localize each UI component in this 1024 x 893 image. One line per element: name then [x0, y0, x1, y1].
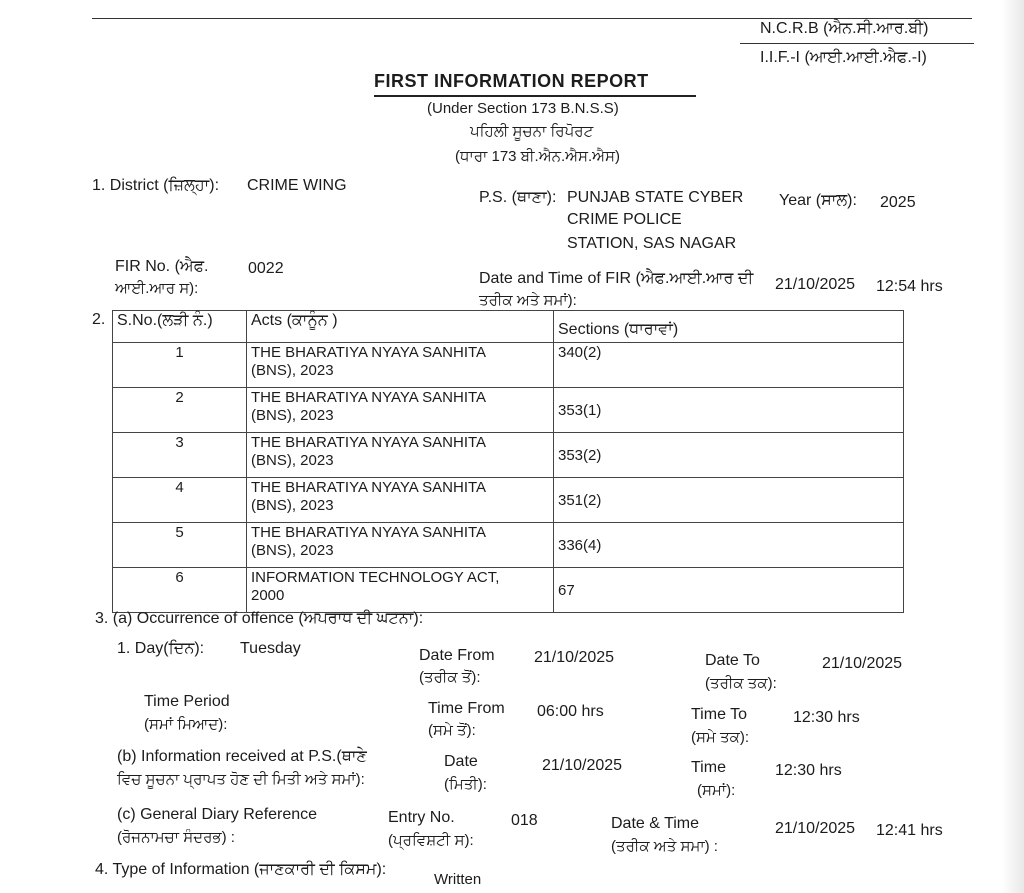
punjabi-section: (ਧਾਰਾ 173 ਬੀ.ਐਨ.ਐਸ.ਐਸ): [455, 148, 620, 165]
gd-datetime-label-line2: (ਤਰੀਕ ਅਤੇ ਸਮਾ) :: [611, 838, 718, 855]
info-type-value: Written: [434, 871, 482, 888]
row-section: 67: [554, 568, 904, 613]
row-act: [247, 388, 554, 433]
row-act: [247, 478, 554, 523]
time-from-label-line2: (ਸਮੇ ਤੋਂ):: [428, 722, 476, 739]
row-section: 340(2): [554, 343, 904, 388]
punjabi-title: ਪਹਿਲੀ ਸੂਚਨਾ ਰਿਪੋਰਟ: [470, 123, 594, 140]
date-from-label-line1: Date From: [419, 647, 495, 664]
year-label: Year (ਸਾਲ):: [779, 192, 857, 209]
header-sno: S.No.(ਲੜੀ ਨੰ.): [113, 311, 247, 343]
ps-label: P.S. (ਥਾਣਾ):: [479, 189, 557, 206]
act-line1: THE BHARATIYA NYAYA SANHITA: [251, 434, 487, 451]
row-section: 353(1): [554, 388, 904, 433]
table-row: [113, 523, 904, 568]
date-from-value: 21/10/2025: [534, 649, 615, 666]
header-sections: Sections (ਧਾਰਾਵਾਂ): [554, 311, 904, 343]
page-edge-shadow: [1002, 0, 1024, 893]
row-section: 351(2): [554, 478, 904, 523]
date-to-label-line1: Date To: [705, 652, 760, 669]
ps-value-line3: STATION, SAS NAGAR: [567, 235, 737, 252]
act-line1: THE BHARATIYA NYAYA SANHITA: [251, 479, 487, 496]
time-from-label-line1: Time From: [428, 700, 505, 717]
gd-label-line2: (ਰੋਜਨਾਮਚਾ ਸੰਦਰਭ) :: [117, 829, 235, 846]
fir-datetime-label-line2: ਤਰੀਕ ਅਤੇ ਸਮਾਂ):: [479, 292, 577, 309]
fir-date-value: 21/10/2025: [775, 276, 856, 293]
act-line1: THE BHARATIYA NYAYA SANHITA: [251, 524, 487, 541]
row-section: 353(2): [554, 433, 904, 478]
entry-label-line1: Entry No.: [388, 809, 455, 826]
row-sno: 6: [113, 568, 247, 613]
time-to-label-line1: Time To: [691, 706, 748, 723]
header-rule: [740, 43, 974, 44]
act-line2: (BNS), 2023: [251, 452, 334, 469]
row-act: [247, 433, 554, 478]
row-sno: 4: [113, 478, 247, 523]
day-label: 1. Day(ਦਿਨ):: [117, 640, 205, 657]
info-date-label-line1: Date: [444, 753, 478, 770]
district-label: 1. District (ਜ਼ਿਲ੍ਹਾ):: [92, 177, 220, 194]
fir-time-value: 12:54 hrs: [876, 278, 943, 295]
row-sno: 2: [113, 388, 247, 433]
info-date-label-line2: (ਮਿਤੀ):: [444, 776, 487, 793]
table-row: [113, 478, 904, 523]
title-underline: [374, 95, 696, 97]
fir-no-label-line2: ਆਈ.ਆਰ ਸ):: [115, 280, 199, 297]
date-to-value: 21/10/2025: [822, 655, 903, 672]
table-row: [113, 343, 904, 388]
row-sno: 5: [113, 523, 247, 568]
act-line2: (BNS), 2023: [251, 497, 334, 514]
table-header-row: [113, 311, 904, 343]
act-line2: (BNS), 2023: [251, 362, 334, 379]
act-line2: 2000: [251, 587, 285, 604]
entry-label-line2: (ਪ੍ਰਵਿਸ਼ਟੀ ਸ):: [388, 832, 474, 849]
time-period-label-line1: Time Period: [144, 693, 230, 710]
row-sno: 3: [113, 433, 247, 478]
date-from-label-line2: (ਤਰੀਕ ਤੋਂ):: [419, 669, 481, 686]
act-line2: (BNS), 2023: [251, 542, 334, 559]
act-line1: INFORMATION TECHNOLOGY ACT,: [251, 569, 500, 586]
top-rule: [92, 18, 972, 19]
ps-value-line2: CRIME POLICE: [567, 211, 682, 228]
row-sno: 1: [113, 343, 247, 388]
table-row: [113, 388, 904, 433]
time-period-label-line2: (ਸਮਾਂ ਮਿਆਦ):: [144, 716, 228, 733]
info-time-value: 12:30 hrs: [775, 762, 842, 779]
act-line1: THE BHARATIYA NYAYA SANHITA: [251, 389, 487, 406]
acts-sections-table: [112, 310, 904, 613]
act-line1: THE BHARATIYA NYAYA SANHITA: [251, 344, 487, 361]
header-acts: Acts (ਕਾਨੂੰਨ ): [247, 311, 554, 343]
gd-datetime-label-line1: Date & Time: [611, 815, 700, 832]
section2-number: 2.: [92, 311, 106, 328]
row-section: 336(4): [554, 523, 904, 568]
entry-value: 018: [511, 812, 538, 829]
row-act: [247, 523, 554, 568]
info-received-label-line2: ਵਿਚ ਸੂਚਨਾ ਪ੍ਰਾਪਤ ਹੋਣ ਦੀ ਮਿਤੀ ਅਤੇ ਸਮਾਂ):: [117, 771, 365, 788]
fir-datetime-label-line1: Date and Time of FIR (ਐਫ.ਆਈ.ਆਰ ਦੀ: [479, 270, 754, 287]
fir-no-value: 0022: [248, 260, 284, 277]
year-value: 2025: [880, 194, 916, 211]
time-from-value: 06:00 hrs: [537, 703, 604, 720]
ps-value-line1: PUNJAB STATE CYBER: [567, 189, 744, 206]
gd-date-value: 21/10/2025: [775, 820, 856, 837]
district-value: CRIME WING: [247, 177, 347, 194]
gd-label-line1: (c) General Diary Reference: [117, 806, 318, 823]
info-date-value: 21/10/2025: [542, 757, 623, 774]
ncrb-code: N.C.R.B (ਐਨ.ਸੀ.ਆਰ.ਬੀ): [760, 20, 929, 37]
date-to-label-line2: (ਤਰੀਕ ਤਕ):: [705, 675, 777, 692]
iif-code: I.I.F.-I (ਆਈ.ਆਈ.ਐਫ.-I): [760, 49, 927, 66]
page-title: FIRST INFORMATION REPORT: [374, 71, 649, 91]
occurrence-label: 3. (a) Occurrence of offence (ਅਪਰਾਧ ਦੀ ਘਟਨਾ):: [95, 610, 424, 627]
info-time-label-line1: Time: [691, 759, 726, 776]
day-value: Tuesday: [240, 640, 301, 657]
time-to-value: 12:30 hrs: [793, 709, 860, 726]
under-section: (Under Section 173 B.N.S.S): [427, 100, 619, 117]
gd-time-value: 12:41 hrs: [876, 822, 943, 839]
table-row: [113, 433, 904, 478]
info-received-label-line1: (b) Information received at P.S.(ਥਾਣੇ: [117, 748, 367, 765]
fir-no-label-line1: FIR No. (ਐਫ.: [115, 258, 209, 275]
info-time-label-line2: (ਸਮਾਂ):: [697, 782, 736, 799]
act-line2: (BNS), 2023: [251, 407, 334, 424]
time-to-label-line2: (ਸਮੇ ਤਕ):: [691, 729, 750, 746]
table-row: [113, 568, 904, 613]
row-act: [247, 568, 554, 613]
info-type-label: 4. Type of Information (ਜਾਣਕਾਰੀ ਦੀ ਕਿਸਮ):: [95, 861, 387, 878]
row-act: [247, 343, 554, 388]
